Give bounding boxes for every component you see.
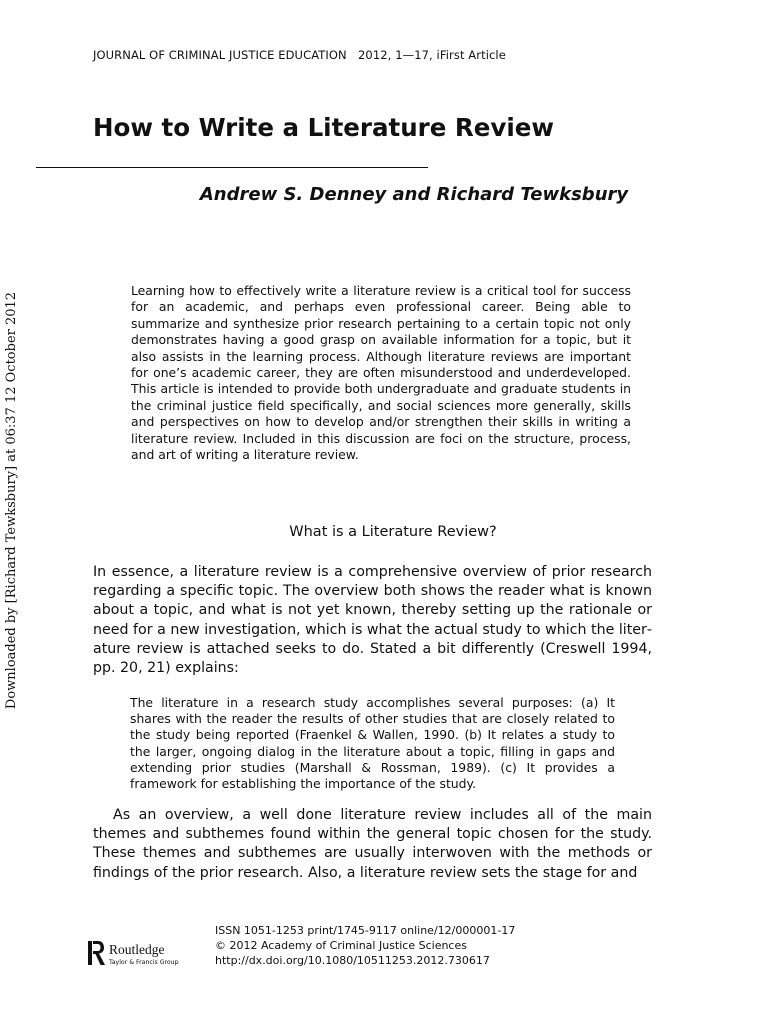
publisher-group: Taylor & Francis Group <box>109 959 179 966</box>
title-divider <box>36 167 428 168</box>
body-paragraph-2: As an overview, a well done literature review includes all of the main themes and subthemes found within the general topic chosen for the study. These themes and subthemes are usually interwoven with the methods or findings of the prior research. Also, a literature review sets the stage for and <box>93 807 652 881</box>
running-head: JOURNAL OF CRIMINAL JUSTICE EDUCATION 2012, 1—17, iFirst Article <box>93 48 506 62</box>
block-quote: The literature in a research study accomplishes several purposes: (a) It shares with the reader the results of other studies that are closely related to the study being reported (Fraenkel & Wallen, 1990. (b) It relates a study to the larger, ongoing dialog in the literature about a topic, filling in gaps and extending prior studies (Marshall & Rossman, 1989). (c) It provides a framework for establishing the importance of the study. <box>130 695 615 792</box>
publisher-name: Routledge <box>109 942 165 957</box>
page-footer <box>0 920 768 980</box>
article-title: How to Write a Literature Review <box>93 113 555 142</box>
publisher-logo <box>88 940 188 970</box>
download-watermark <box>0 291 24 709</box>
doi-link[interactable]: http://dx.doi.org/10.1080/10511253.2012.730617 <box>215 954 490 967</box>
publication-info <box>215 923 515 968</box>
download-note: Downloaded by [Richard Tewksbury] at 06:37 12 October 2012 <box>4 291 20 709</box>
abstract: Learning how to effectively write a literature review is a critical tool for success for an academic, and perhaps even professional career. Being able to summarize and synthesize prior research pertaining to a certain topic not only demonstrates having a good grasp on available information for a topic, but it also assists in the learning process. Although literature reviews are important for one’s academic career, they are often misunderstood and underdeveloped. This article is intended to provide both undergraduate and graduate students in the criminal justice field specifically, and social sciences more generally, skills and perspectives on how to develop and/or strengthen their skills in writing a literature review. Included in this discussion are foci on the structure, process, and art of writing a literature review. <box>131 283 631 463</box>
issn: ISSN 1051-1253 print/1745-9117 online/12/000001-17 <box>215 924 516 937</box>
routledge-r-logo-icon <box>88 940 106 966</box>
body-paragraph-1: In essence, a literature review is a comprehensive overview of prior research regarding a specific topic. The overview both shows the reader what is known about a topic, and what is not yet known, thereby setting up the rationale or need for a new investigation, which is what the actual study to which the literature review is attached seeks to do. Stated a bit differently (Creswell 1994, pp. 20, 21) explains: <box>93 564 652 677</box>
section-heading: What is a Literature Review? <box>289 524 497 540</box>
copyright: © 2012 Academy of Criminal Justice Sciences <box>215 939 467 952</box>
article-authors: Andrew S. Denney and Richard Tewksbury <box>199 184 629 205</box>
